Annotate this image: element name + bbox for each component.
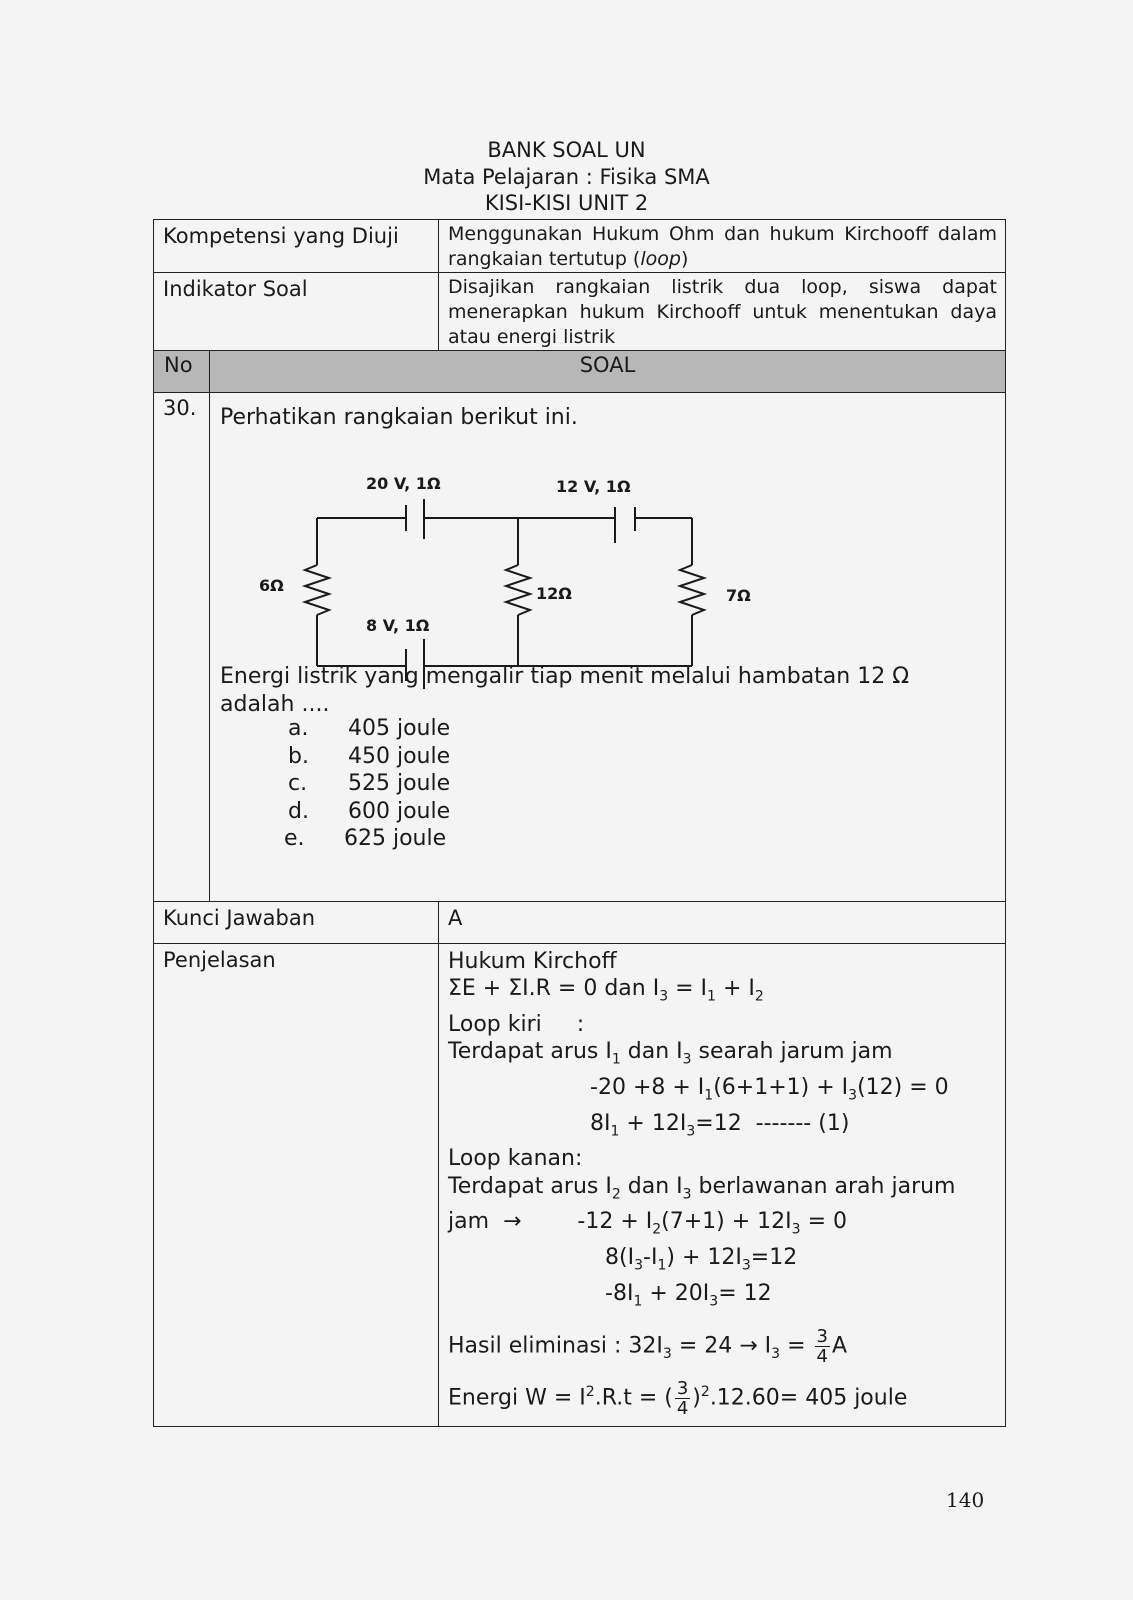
- option-d: d. 600 joule: [288, 798, 451, 824]
- label-resistor-7: 7Ω: [726, 586, 751, 605]
- question-number: 30.: [154, 393, 210, 902]
- page-number: 140: [946, 1488, 985, 1512]
- penjelasan-label: Penjelasan: [154, 944, 439, 1427]
- expl-kiri-eq2: $8I_1 + 12I_3=12$ ------- (1): [590, 1110, 850, 1140]
- kunci-value: A: [439, 902, 1006, 944]
- question-table: [153, 219, 1006, 1427]
- header-unit: KISI-KISI UNIT 2: [484, 191, 649, 215]
- expl-loop-kanan: Loop kanan:: [448, 1146, 583, 1172]
- expl-loop-kiri: Loop kiri :: [448, 1011, 585, 1037]
- kompetensi-label: Kompetensi yang Diuji: [154, 220, 439, 273]
- question-cell: [210, 393, 1006, 902]
- answer-options: [284, 715, 451, 853]
- option-c: c. 525 joule: [288, 771, 451, 796]
- soal-header: SOAL: [210, 351, 1006, 393]
- expl-law: ΣE + ΣI.R = 0 dan $I_3 = I_1 + I_2$: [448, 976, 764, 1005]
- expl-hasil: Hasil eliminasi : $32I_3 = 24 \to I_3$ = $\frac{3}{4}$ A: [448, 1326, 848, 1368]
- option-e: e. 625 joule: [284, 826, 447, 851]
- no-header: No: [154, 351, 210, 393]
- question-intro: Perhatikan rangkaian berikut ini.: [220, 405, 578, 430]
- label-resistor-12: 12Ω: [536, 584, 572, 603]
- expl-kanan-eq1: jam → $-12 + I_2(7+1) + 12I_3 = 0$: [448, 1209, 848, 1238]
- kunci-label: Kunci Jawaban: [154, 902, 439, 944]
- label-battery-12v: 12 V, 1Ω: [556, 477, 631, 496]
- indikator-label: Indikator Soal: [154, 273, 439, 351]
- header-title: BANK SOAL UN: [487, 138, 646, 162]
- expl-kiri-eq1: $-20 +8 + I_1(6+1+1) + I_3(12) = 0$: [590, 1074, 949, 1104]
- label-resistor-6: 6Ω: [259, 576, 284, 595]
- resistor-left: [305, 565, 329, 615]
- penjelasan-content: [439, 944, 1006, 1427]
- option-b: b. 450 joule: [288, 743, 451, 769]
- indikator-value: Disajikan rangkaian listrik dua loop, siswa dapat menerapkan hukum Kirchooff untuk menentukan daya atau energi listrik: [439, 273, 1006, 351]
- kompetensi-value: Menggunakan Hukum Ohm dan hukum Kirchooff dalam rangkaian tertutup (loop): [439, 220, 1006, 273]
- expl-kanan-eq3: $-8I_1 + 20I_3= 12$: [605, 1280, 772, 1310]
- question-text: Energi listrik yang mengalir tiap menit melalui hambatan 12 Ω adalah ....: [220, 664, 910, 717]
- resistor-right: [680, 565, 704, 615]
- expl-kanan-eq2: $8(I_3-I_1) + 12I_3=12$: [605, 1245, 798, 1274]
- expl-kiri-arus: Terdapat arus $I_1$ dan $I_3$ searah jarum jam: [448, 1039, 893, 1068]
- label-battery-8v: 8 V, 1Ω: [366, 616, 430, 635]
- header-subject: Mata Pelajaran : Fisika SMA: [423, 165, 710, 189]
- fraction-three-quarters: $\frac{3}{4}$: [816, 1326, 828, 1368]
- label-battery-20v: 20 V, 1Ω: [366, 474, 441, 493]
- option-a: a. 405 joule: [288, 716, 451, 741]
- fraction-three-quarters: $\frac{3}{4}$: [676, 1377, 689, 1419]
- expl-kanan-arus: Terdapat arus $I_2$ dan $I_3$ berlawanan arah jarum: [448, 1173, 956, 1203]
- resistor-middle: [506, 565, 530, 615]
- expl-title: Hukum Kirchoff: [448, 949, 617, 974]
- expl-energi: Energi $W = I^2.R.t$ = ( $\frac{3}{4}$ )$^2$.12.60= 405 joule: [448, 1377, 908, 1419]
